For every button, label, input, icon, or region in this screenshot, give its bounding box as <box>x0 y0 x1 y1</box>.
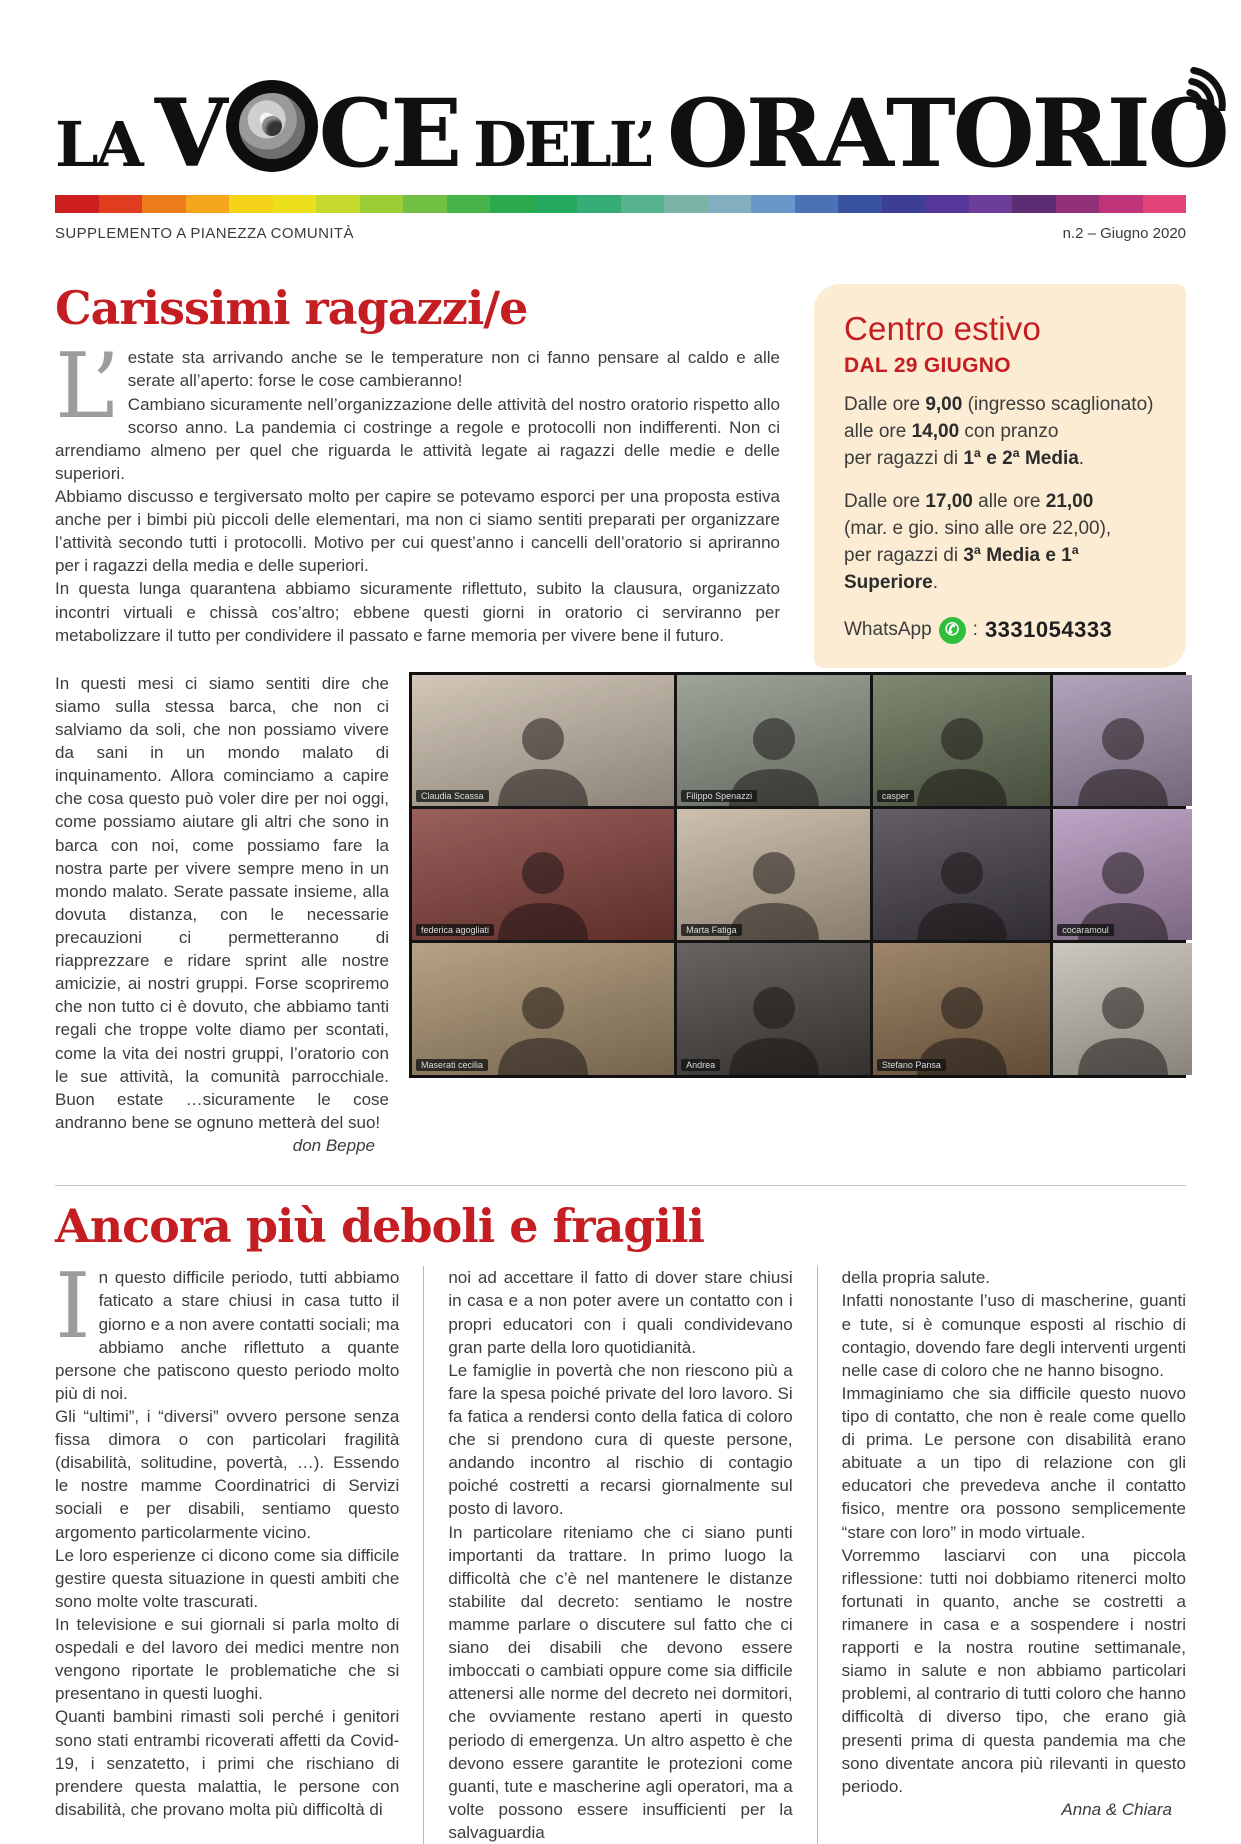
paragraph: noi ad accettare il fatto di dover stare chiusi in casa e a non poter avere un contatto con i propri educatori con i quali condividevano gran parte della loro quotidianità. <box>448 1268 793 1357</box>
paragraph: Immaginiamo che sia difficile questo nuovo tipo di contatto, che non è reale come quello di prima. Le persone con disabilità erano abituate a un tipo di relazione con gli educatori che prevedeva anche il contatto fisico, mentre ora possono semplicemente “stare con loro” in modo virtuale. <box>841 1383 1186 1542</box>
summer-camp-schedule <box>844 392 1156 597</box>
rainbow-segment <box>534 195 578 213</box>
video-tile <box>873 943 1050 1074</box>
participant-name-label: cocaramoul <box>1057 924 1114 936</box>
participant-name-label: Filippo Spenazzi <box>681 790 757 802</box>
dropcap-L: L’ <box>55 334 118 440</box>
participant-name-label: casper <box>877 790 914 802</box>
paragraph: L’ estate sta arrivando anche se le temperature non ci fanno pensare al caldo e alle serate all’aperto: forse le cose cambieranno! <box>55 334 780 440</box>
article-carissimi <box>55 281 1186 668</box>
paragraph: In questo difficile periodo, tutti abbiamo faticato a stare chiusi in casa tutto il giorno e a non avere contatti sociali; ma abbiamo anche riflettuto a quante persone che patiscono questo periodo molto più di noi. <box>55 1254 400 1403</box>
whatsapp-icon: ✆ <box>939 617 966 644</box>
paragraph: Le famiglie in povertà che non riescono più a fare la spesa poiché private del loro lavoro. Si fa fatica a rendersi conto della fatica di coloro che si prendono cura di queste persone, andando incontro al rischio di contagio poiché costretti a recarsi giornalmente sul posto di lavoro. <box>448 1360 793 1519</box>
video-tile <box>873 675 1050 806</box>
rainbow-segment <box>969 195 1013 213</box>
supplement-label: SUPPLEMENTO A PIANEZZA COMUNITÀ <box>55 225 354 242</box>
article-carissimi-narrow-column <box>55 672 389 1157</box>
rainbow-segment <box>360 195 404 213</box>
paragraph: della propria salute. <box>841 1268 991 1288</box>
video-tile <box>677 809 870 940</box>
rainbow-segment <box>55 195 99 213</box>
paragraph: Vorremmo lasciarvi con una piccola riflessione: tutti noi dobbiamo ritenerci molto fortunati in quanto, anche se costretti a rimanere in casa e a sospendere i nostri rapporti e la nostra routine settimanale, siamo in salute e non abbiamo particolari problemi, al contrario di tutti coloro che hanno difficoltà di diverso tipo, che erano già presenti prima di questa pandemia ma che sono diventate ancora più rilevanti in questo periodo. <box>841 1545 1186 1796</box>
article-carissimi-signature: don Beppe <box>292 1135 375 1155</box>
masthead <box>55 79 1227 242</box>
paragraph: Abbiamo discusso e tergiversato molto per capire se potevamo esporci per una proposta estiva anche per i bimbi più piccoli delle elementari, ma non ci siamo sentiti preparati per organizzare l’attività secondo tutti i protocolli. Motivo per cui quest’anno i cancelli dell’oratorio si apriranno per i ragazzi della media e delle superiori. <box>55 486 780 576</box>
issue-number: n.2 – Giugno 2020 <box>1062 225 1186 242</box>
rainbow-segment <box>447 195 491 213</box>
newsletter-logo <box>55 79 1227 189</box>
article-deboli-column-3 <box>817 1266 1186 1844</box>
video-tile <box>1053 675 1192 806</box>
rainbow-segment <box>403 195 447 213</box>
schedule-line: (mar. e gio. sino alle ore 22,00), <box>844 517 1112 539</box>
rainbow-segment <box>1056 195 1100 213</box>
schedule-line: alle ore 14,00 con pranzo <box>844 420 1059 442</box>
video-tile <box>1053 809 1192 940</box>
rainbow-segment <box>186 195 230 213</box>
article-deboli-column-2 <box>423 1266 816 1844</box>
rainbow-segment <box>577 195 621 213</box>
logo-word-oratorio: ORATORIO <box>667 87 1227 181</box>
paragraph: In questi mesi ci siamo sentiti dire che siamo sulla stessa barca, che non ci salviamo da soli, che non possiamo vivere da sani in un mondo malato di inquinamento. Allora cominciamo a capire che cosa questo può voler dire per noi oggi, come possiamo aiutare gli altri che sono in barca con noi, come possiamo fare la nostra parte per vivere sempre meno in un mondo malato. Serate passate insieme, alla dovuta distanza, con le necessarie precauzioni ci permetteranno di riapprezzare e ridare sprint alle nostre amicizie, ai nostri gruppi. Forse scopriremo che non tutto ci è dovuto, che abbiamo tanti regali che troppe volte diamo per scontati, come la vita dei nostri gruppi, l’oratorio con le sue attività, la comunità parrocchiale. Buon estate …sicuramente le cose andranno bene se ognuno metterà del suo! <box>55 673 389 1132</box>
wifi-signal-icon <box>1179 53 1241 111</box>
participant-name-label: Andrea <box>681 1059 720 1071</box>
whatsapp-label: WhatsApp <box>844 619 932 641</box>
rainbow-segment <box>1099 195 1143 213</box>
participant-name-label: federica agogliati <box>416 924 494 936</box>
rainbow-segment <box>882 195 926 213</box>
paragraph: In televisione e sui giornali si parla molto di ospedali e del lavoro dei medici mentre non vengono riportate le problematiche che si presentano in questi luoghi. <box>55 1615 400 1704</box>
rainbow-segment <box>142 195 186 213</box>
paragraph: In questa lunga quarantena abbiamo sicuramente riflettuto, subito la clausura, organizzato incontri virtuali e chissà cos’altro; ebbene questi giorni in oratorio ci serviranno per metabolizzare il tutto per condividere il passato e farne memoria per vivere bene il futuro. <box>55 579 780 645</box>
paragraph: In particolare riteniamo che ci siano punti importanti da trattare. In primo luogo la difficoltà che c’è nel mantenere le distanze stabilite dal decreto: sentiamo le nostre mamme parlare o discutere sul fatto che ci siano dei disabili che devono essere imboccati o cambiati oppure come sia difficile attenersi alle norme del decreto nei dormitori, che ovviamente restano aperti in questo periodo di emergenza. Un altro aspetto è che devono essere garantite le protezioni come guanti, tute e mascherine agli operatori, ma a volte possono essere insufficienti per la salvaguardia <box>448 1522 793 1842</box>
video-tile <box>412 809 674 940</box>
summer-camp-box <box>814 284 1186 668</box>
article-deboli-column-1 <box>55 1254 423 1844</box>
participant-name-label: Claudia Scassa <box>416 790 489 802</box>
article-carissimi-bottom <box>55 672 1186 1157</box>
person-silhouette <box>468 703 618 806</box>
rainbow-bar <box>55 195 1186 213</box>
person-silhouette <box>1053 703 1192 806</box>
whatsapp-contact-row <box>844 617 1156 644</box>
video-tile <box>412 943 674 1074</box>
person-silhouette <box>468 972 618 1075</box>
zoom-call-photo <box>409 672 1186 1078</box>
article-carissimi-title: Carissimi ragazzi/e <box>55 281 528 335</box>
video-tile <box>677 675 870 806</box>
article-deboli-title: Ancora più deboli e fragili <box>55 1199 704 1254</box>
rainbow-segment <box>229 195 273 213</box>
section-divider <box>55 1185 1186 1186</box>
video-tile <box>677 943 870 1074</box>
participant-name-label: Marta Fatiga <box>681 924 742 936</box>
rainbow-segment <box>1143 195 1187 213</box>
issue-info-row <box>55 225 1186 242</box>
rainbow-segment <box>316 195 360 213</box>
paragraph: Quanti bambini rimasti soli perché i genitori sono stati entrambi ricoverati affetti da Covid-19, i senzatetto, i primi che rischiano di prendere questa malattia, le persone con disabilità, che provano molta più difficoltà di <box>55 1707 400 1819</box>
paragraph: Gli “ultimi”, i “diversi” ovvero persone senza fissa dimora o con particolari fragilità (disabilità, solitudine, povertà, …). Essendo le nostre mamme Coordinatrici di Servizi sociali e per disabili, sentiamo questo argomento particolarmente vicino. <box>55 1407 400 1542</box>
article-carissimi-main <box>55 281 780 668</box>
summer-camp-title: Centro estivo <box>844 310 1042 347</box>
person-silhouette <box>886 837 1036 940</box>
rainbow-segment <box>490 195 534 213</box>
article-deboli-signature: Anna & Chiara <box>1061 1799 1172 1819</box>
video-tile <box>873 809 1050 940</box>
dropcap-I: I <box>55 1254 89 1360</box>
article-carissimi-lede <box>55 334 780 646</box>
person-silhouette <box>698 972 848 1075</box>
paragraph: Le loro esperienze ci dicono come sia difficile gestire questa situazione in questi ambiti che sono molte volte trascurati. <box>55 1545 400 1611</box>
schedule-line: per ragazzi di 1ª e 2ª Media. <box>844 447 1085 469</box>
logo-word-dell: DELL’ <box>473 108 654 181</box>
video-tile <box>1053 943 1192 1074</box>
schedule-line: Dalle ore 17,00 alle ore 21,00 <box>844 490 1094 512</box>
webcam-lens-icon <box>226 80 318 172</box>
rainbow-segment <box>664 195 708 213</box>
rainbow-segment <box>751 195 795 213</box>
paragraph: Cambiano sicuramente nell’organizzazione delle attività del nostro oratorio rispetto allo scorso anno. La pandemia ci costringe a regole e protocolli non indifferenti. Non ci arrendiamo almeno per quel che riguarda le attività legate ai ragazzi delle medie e delle superiori. <box>55 394 780 483</box>
participant-name-label: Stefano Pansa <box>877 1059 946 1071</box>
person-silhouette <box>1053 972 1192 1075</box>
article-deboli-columns <box>55 1254 1186 1844</box>
schedule-line: Dalle ore 9,00 (ingresso scaglionato) <box>844 394 1154 415</box>
logo-word-la: LA <box>55 108 141 181</box>
rainbow-segment <box>99 195 143 213</box>
participant-name-label: Maserati cecilia <box>416 1059 488 1071</box>
paragraph: Infatti nonostante l’uso di mascherine, guanti e tute, si è comunque esposti al rischio di contagio, dovendo fare degli interventi urgenti nelle case di coloro che ne hanno bisogno. <box>841 1291 1186 1380</box>
whatsapp-number[interactable]: 3331054333 <box>984 617 1113 643</box>
rainbow-segment <box>1012 195 1056 213</box>
whatsapp-colon: : <box>972 619 978 641</box>
article-deboli <box>55 1199 1186 1844</box>
rainbow-segment <box>925 195 969 213</box>
rainbow-segment <box>273 195 317 213</box>
rainbow-segment <box>795 195 839 213</box>
logo-word-voce: V CE <box>154 79 460 189</box>
schedule-line: per ragazzi di 3ª Media e 1ª Superiore. <box>844 544 1079 593</box>
video-tile <box>412 675 674 806</box>
summer-camp-start-date: DAL 29 GIUGNO <box>844 354 1011 377</box>
rainbow-segment <box>838 195 882 213</box>
rainbow-segment <box>708 195 752 213</box>
rainbow-segment <box>621 195 665 213</box>
